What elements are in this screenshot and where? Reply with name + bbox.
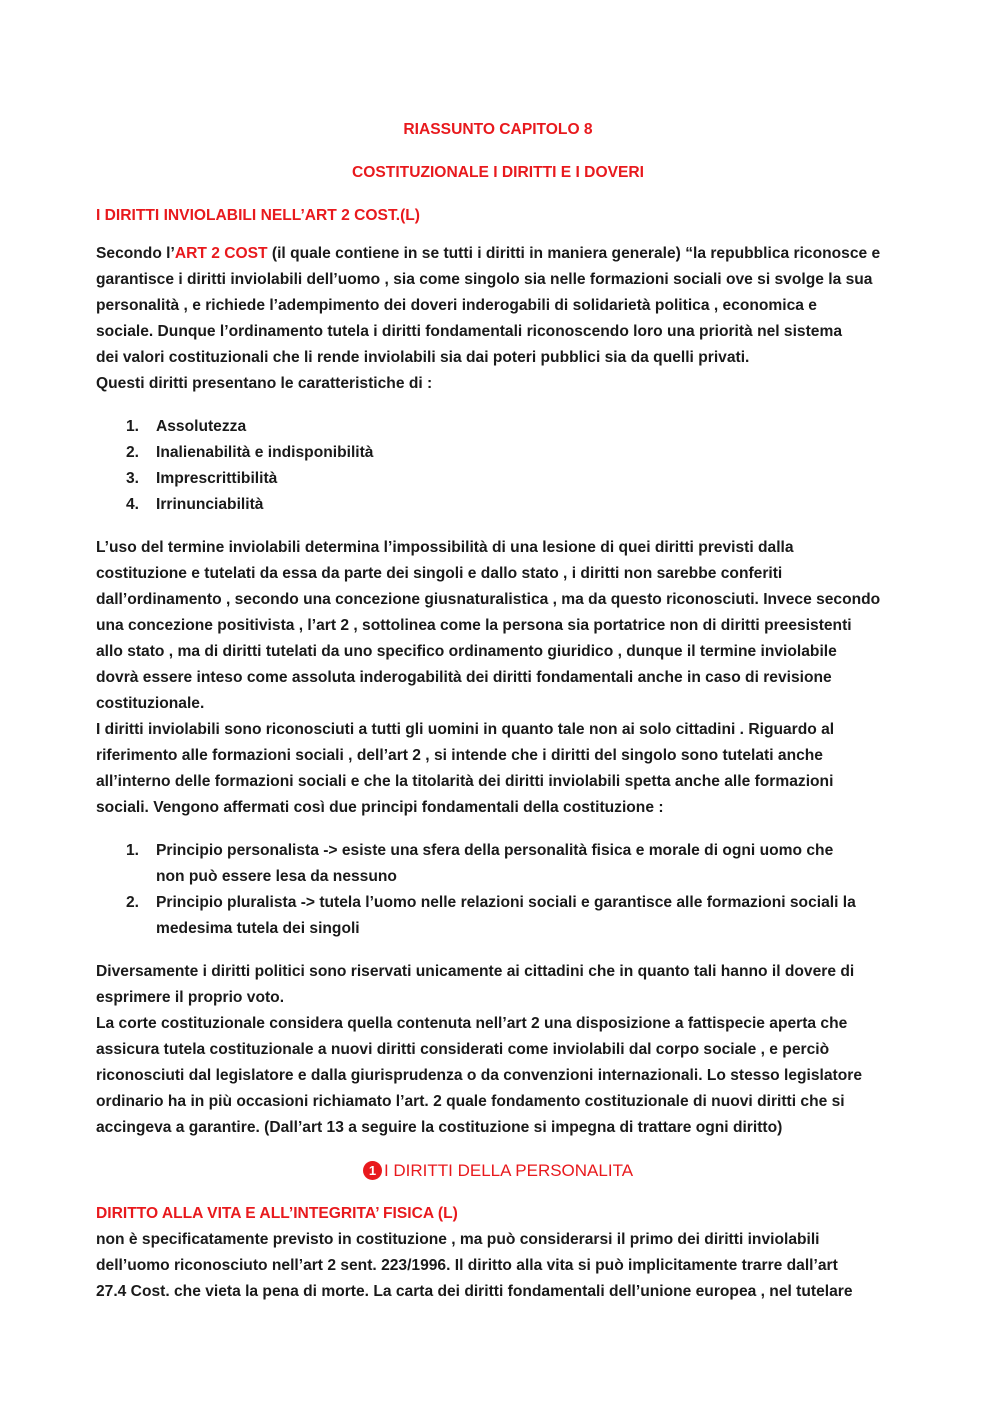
list-text: non può essere lesa da nessuno xyxy=(156,868,397,885)
paragraph-line: Diversamente i diritti politici sono riservati unicamente ai cittadini che in quanto tali hanno il dovere di xyxy=(96,963,855,980)
list-text: Assolutezza xyxy=(156,418,247,435)
paragraph-diritto-vita xyxy=(96,1227,900,1305)
paragraph-text: (il quale contiene in se tutti i diritti in maniera generale) “la repubblica riconosce e xyxy=(267,245,881,262)
paragraph-line: assicura tutela costituzionale a nuovi diritti considerati come inviolabili dal corpo sociale , e perciò xyxy=(96,1041,830,1058)
paragraph-line: dell’uomo riconosciuto nell’art 2 sent. 223/1996. Il diritto alla vita si può implicitamente trarre dall’art xyxy=(96,1257,838,1274)
characteristics-list xyxy=(96,414,900,518)
list-text: Principio personalista -> esiste una sfera della personalità fisica e morale di ogni uomo che xyxy=(156,842,834,859)
list-item xyxy=(96,492,900,518)
list-item xyxy=(96,414,900,440)
paragraph-line xyxy=(96,241,900,267)
paragraph-line: costituzionale. xyxy=(96,695,205,712)
paragraph-line: una concezione positivista , l’art 2 , sottolinea come la persona sia portatrice non di diritti preesistenti xyxy=(96,617,852,634)
paragraph-line: all’interno delle formazioni sociali e che la titolarità dei diritti inviolabili spetta anche alle formazioni xyxy=(96,773,834,790)
section-title-personalita xyxy=(96,1158,900,1184)
paragraph-inviolabili xyxy=(96,535,900,821)
list-item xyxy=(96,440,900,466)
list-number: 2. xyxy=(126,894,140,911)
paragraph-line: riconosciuti dal legislatore e dalla giurisprudenza o da convenzioni internazionali. Lo stesso legislatore xyxy=(96,1067,862,1084)
list-item xyxy=(96,890,900,942)
paragraph-prefix: Secondo l’ xyxy=(96,245,175,262)
document-title: RIASSUNTO CAPITOLO 8 xyxy=(403,121,593,138)
paragraph-line: garantisce i diritti inviolabili dell’uomo , sia come singolo sia nelle formazioni sociali ove si svolge la sua xyxy=(96,271,873,288)
list-text: medesima tutela dei singoli xyxy=(156,920,360,937)
paragraph-line: I diritti inviolabili sono riconosciuti a tutti gli uomini in quanto tale non ai solo cittadini . Riguardo al xyxy=(96,721,835,738)
list-number: 4. xyxy=(126,496,140,513)
paragraph-line: L’uso del termine inviolabili determina l’impossibilità di una lesione di quei diritti previsti dalla xyxy=(96,539,794,556)
list-number: 3. xyxy=(126,470,140,487)
paragraph-diritti-politici xyxy=(96,959,900,1141)
paragraph-line: sociale. Dunque l’ordinamento tutela i diritti fondamentali riconoscendo loro una priorità nel sistema xyxy=(96,323,843,340)
paragraph-line: dovrà essere inteso come assoluta inderogabilità dei diritti fondamentali anche in caso di revisione xyxy=(96,669,832,686)
principles-list xyxy=(96,838,900,942)
document-subtitle: COSTITUZIONALE I DIRITTI E I DOVERI xyxy=(352,164,644,181)
number-badge-icon: 1 xyxy=(363,1161,382,1180)
section-heading-art2: I DIRITTI INVIOLABILI NELL’ART 2 COST.(L) xyxy=(96,207,420,224)
paragraph-line: sociali. Vengono affermati così due principi fondamentali della costituzione : xyxy=(96,799,664,816)
paragraph-line: esprimere il proprio voto. xyxy=(96,989,285,1006)
paragraph-line: non è specificatamente previsto in costituzione , ma può considerarsi il primo dei diritti inviolabili xyxy=(96,1231,820,1248)
paragraph-line: accingeva a garantire. (Dall’art 13 a seguire la costituzione si impegna di trattare ogni diritto) xyxy=(96,1119,783,1136)
list-text: Irrinunciabilità xyxy=(156,496,264,513)
paragraph-line: dall’ordinamento , secondo una concezione giusnaturalistica , ma da questo riconosciuti. Invece secondo xyxy=(96,591,881,608)
list-number: 2. xyxy=(126,444,140,461)
section-heading-diritto-vita: DIRITTO ALLA VITA E ALL’INTEGRITA’ FISICA (L) xyxy=(96,1205,458,1222)
paragraph-line: costituzione e tutelati da essa da parte dei singoli e dallo stato , i diritti non sarebbe conferiti xyxy=(96,565,783,582)
list-text: Inalienabilità e indisponibilità xyxy=(156,444,374,461)
list-number: 1. xyxy=(126,842,140,859)
list-number: 1. xyxy=(126,418,140,435)
paragraph-line: dei valori costituzionali che li rende inviolabili sia dai poteri pubblici sia da quelli privati. xyxy=(96,349,750,366)
paragraph-line: 27.4 Cost. che vieta la pena di morte. La carta dei diritti fondamentali dell’unione europea , nel tutelare xyxy=(96,1283,853,1300)
list-text: Imprescrittibilità xyxy=(156,470,278,487)
art2-highlight: ART 2 COST xyxy=(174,245,268,262)
paragraph-line: Questi diritti presentano le caratteristiche di : xyxy=(96,375,433,392)
paragraph-line: personalità , e richiede l’adempimento dei doveri inderogabili di solidarietà politica , economica e xyxy=(96,297,817,314)
paragraph-line: riferimento alle formazioni sociali , dell’art 2 , si intende che i diritti del singolo sono tutelati anche xyxy=(96,747,823,764)
section-title-text: I DIRITTI DELLA PERSONALITA xyxy=(383,1161,634,1180)
list-item xyxy=(96,466,900,492)
paragraph-line: allo stato , ma di diritti tutelati da uno specifico ordinamento giuridico , dunque il termine inviolabile xyxy=(96,643,837,660)
list-item xyxy=(96,838,900,890)
paragraph-line: La corte costituzionale considera quella contenuta nell’art 2 una disposizione a fattispecie aperta che xyxy=(96,1015,848,1032)
list-text: Principio pluralista -> tutela l’uomo nelle relazioni sociali e garantisce alle formazioni sociali la xyxy=(156,894,856,911)
paragraph-art2 xyxy=(96,241,900,397)
paragraph-line: ordinario ha in più occasioni richiamato l’art. 2 quale fondamento costituzionale di nuovi diritti che si xyxy=(96,1093,845,1110)
